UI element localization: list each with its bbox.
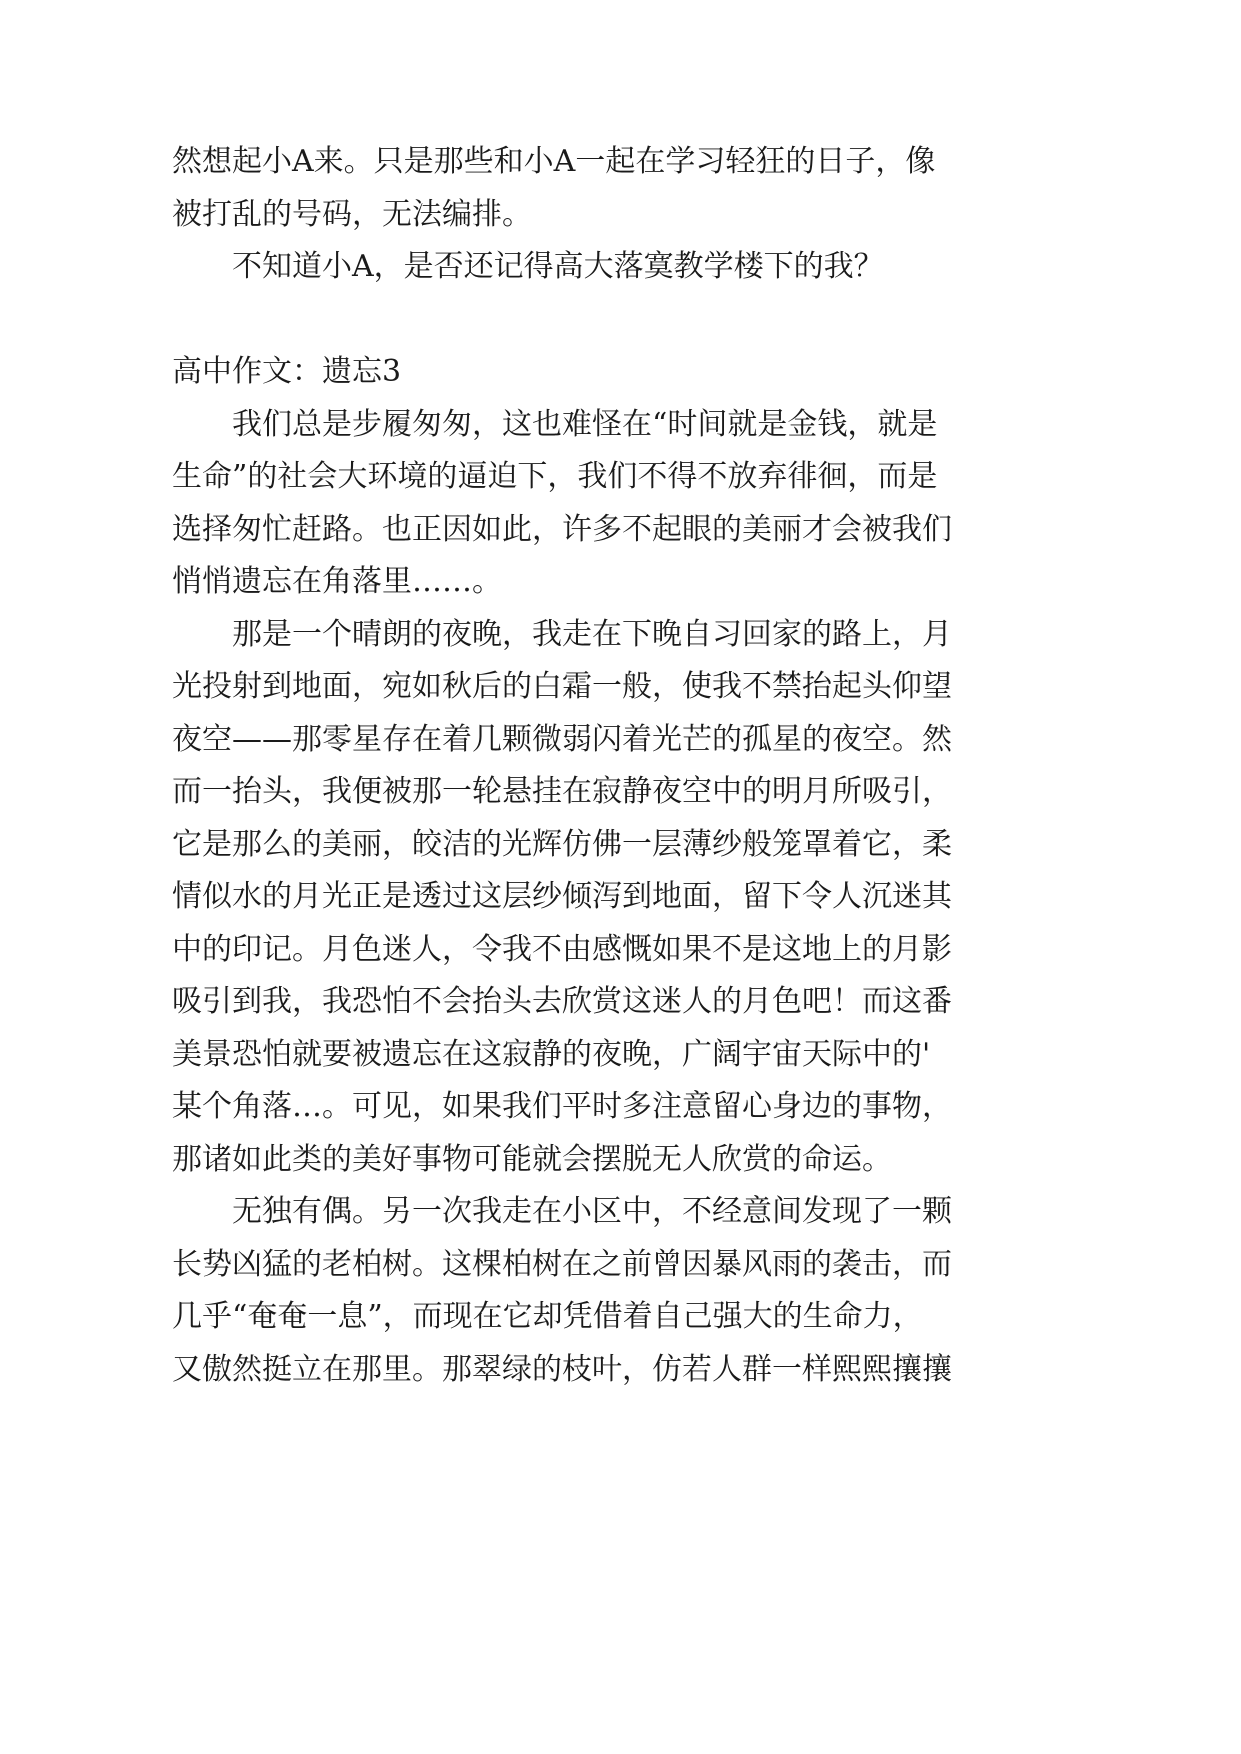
- paragraph-line: 悄悄遗忘在角落里……。: [172, 564, 502, 599]
- paragraph-line: 它是那么的美丽，皎洁的光辉仿佛一层薄纱般笼罩着它，柔: [172, 827, 952, 862]
- paragraph-line: 中的印记。月色迷人，令我不由感慨如果不是这地上的月影: [172, 932, 952, 967]
- paragraph-line: 我们总是步履匆匆，这也难怪在“时间就是金钱，就是: [232, 407, 938, 442]
- paragraph-line: 夜空——那零星存在着几颗微弱闪着光芒的孤星的夜空。然: [172, 722, 952, 757]
- paragraph-line: 那诸如此类的美好事物可能就会摆脱无人欣赏的命运。: [172, 1142, 892, 1177]
- paragraph-line: 情似水的月光正是透过这层纱倾泻到地面，留下令人沉迷其: [172, 879, 952, 914]
- paragraph-line: 光投射到地面，宛如秋后的白霜一般，使我不禁抬起头仰望: [172, 669, 952, 704]
- paragraph-line: 生命”的社会大环境的逼迫下，我们不得不放弃徘徊，而是: [172, 459, 938, 494]
- paragraph-line: 不知道小A，是否还记得高大落寞教学楼下的我？: [232, 249, 884, 284]
- paragraph-line: 长势凶猛的老柏树。这棵柏树在之前曾因暴风雨的袭击，而: [172, 1247, 952, 1282]
- paragraph-line: 某个角落…。可见，如果我们平时多注意留心身边的事物，: [172, 1089, 952, 1124]
- paragraph-line: 几乎“奄奄一息”，而现在它却凭借着自己强大的生命力，: [172, 1299, 923, 1334]
- paragraph-line: 而一抬头，我便被那一轮悬挂在寂静夜空中的明月所吸引，: [172, 774, 952, 809]
- paragraph-line: 被打乱的号码，无法编排。: [172, 197, 532, 232]
- paragraph-line: 那是一个晴朗的夜晚，我走在下晚自习回家的路上，月: [232, 617, 952, 652]
- paragraph-line: 美景恐怕就要被遗忘在这寂静的夜晚，广阔宇宙天际中的': [172, 1037, 931, 1072]
- section-heading: 高中作文：遗忘3: [172, 354, 402, 389]
- paragraph-line: 选择匆忙赶路。也正因如此，许多不起眼的美丽才会被我们: [172, 512, 952, 547]
- paragraph-line: 吸引到我，我恐怕不会抬头去欣赏这迷人的月色吧！而这番: [172, 984, 952, 1019]
- paragraph-line: 无独有偶。另一次我走在小区中，不经意间发现了一颗: [232, 1194, 952, 1229]
- paragraph-line: 然想起小A来。只是那些和小A一起在学习轻狂的日子，像: [172, 144, 936, 179]
- paragraph-line: 又傲然挺立在那里。那翠绿的枝叶，仿若人群一样熙熙攘攘: [172, 1352, 952, 1387]
